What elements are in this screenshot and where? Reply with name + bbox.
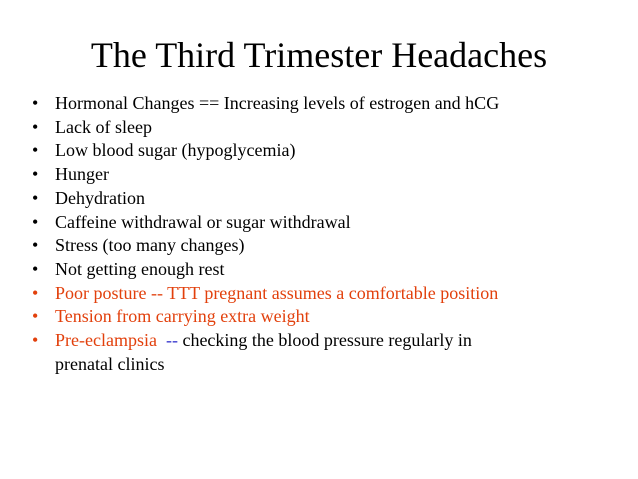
bullet-dot-icon: • <box>32 258 39 279</box>
bullet-item-lack-of-sleep <box>32 116 628 140</box>
dash-separator: -- <box>165 330 178 351</box>
pre-eclampsia-label: Pre-eclampsia <box>55 330 157 351</box>
bullet-list <box>32 92 628 376</box>
bullet-item-poor-posture <box>32 282 628 306</box>
bullet-dot-icon: • <box>32 211 39 232</box>
bullet-text: Hormonal Changes == Increasing levels of estrogen and hCG <box>55 93 500 113</box>
bullet-item-hormonal-changes <box>32 92 628 116</box>
bullet-item-pre-eclampsia <box>32 329 628 376</box>
bullet-text: Poor posture -- TTT pregnant assumes a comfortable position <box>55 282 499 303</box>
bullet-item-not-enough-rest <box>32 258 628 282</box>
bullet-item-low-blood-sugar <box>32 139 628 163</box>
slide-title: The Third Trimester Headaches <box>90 35 548 75</box>
bullet-item-tension <box>32 305 628 329</box>
bullet-item-dehydration <box>32 187 628 211</box>
bullet-dot-icon: • <box>32 116 39 137</box>
bullet-dot-icon: • <box>32 164 39 185</box>
bullet-text: Hunger <box>55 164 109 185</box>
bullet-item-hunger <box>32 163 628 187</box>
bullet-dot-icon: • <box>32 93 39 113</box>
bullet-text: Caffeine withdrawal or sugar withdrawal <box>55 211 351 232</box>
bullet-dot-icon: • <box>32 282 39 303</box>
bullet-item-caffeine-withdrawal <box>32 211 628 235</box>
pre-eclampsia-detail-continued: prenatal clinics <box>55 353 165 374</box>
bullet-dot-icon: • <box>32 306 39 327</box>
bullet-dot-icon: • <box>32 330 39 351</box>
bullet-text: Dehydration <box>55 187 145 208</box>
pre-eclampsia-detail: checking the blood pressure regularly in <box>182 330 472 351</box>
bullet-item-stress <box>32 234 628 258</box>
bullet-text: Lack of sleep <box>55 116 152 137</box>
bullet-dot-icon: • <box>32 235 39 256</box>
bullet-dot-icon: • <box>32 140 39 161</box>
bullet-text: Stress (too many changes) <box>55 235 245 256</box>
bullet-dot-icon: • <box>32 187 39 208</box>
bullet-text: Not getting enough rest <box>55 258 225 279</box>
bullet-text: Tension from carrying extra weight <box>55 306 310 327</box>
bullet-text: Low blood sugar (hypoglycemia) <box>55 140 296 161</box>
